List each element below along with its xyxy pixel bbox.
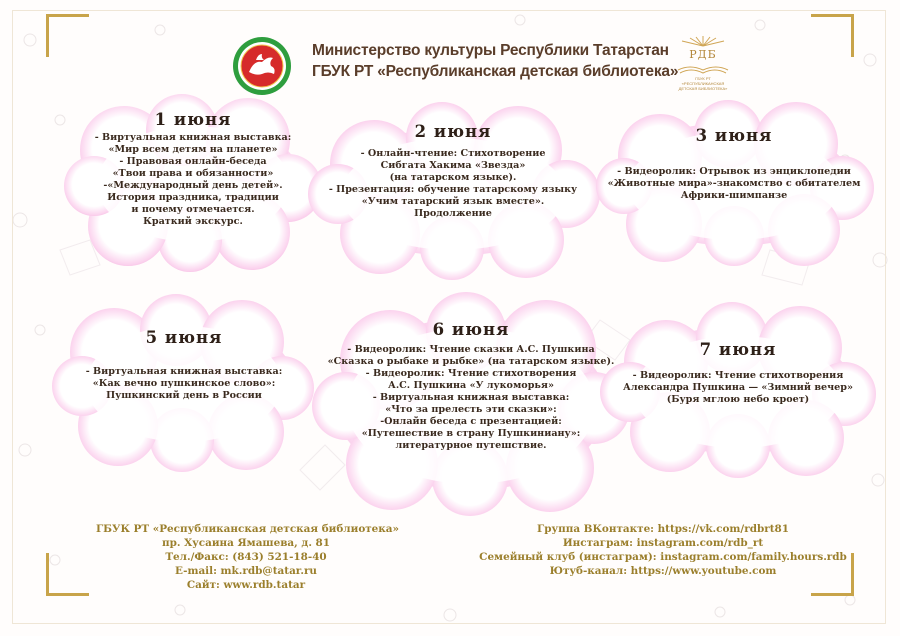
event-line: - Правовая онлайн-беседа [119,156,267,167]
event-line: «Животные мира»-знакомство с обитателем [607,178,861,189]
header [312,40,679,82]
event-line: -«Международный день детей». [103,180,283,191]
footer-email[interactable]: E-mail: mk.rdb@tatar.ru [175,565,317,577]
event-date: 6 июня [432,320,510,339]
library-title: ГБУК РТ «Республиканская детская библиотека» [312,63,679,80]
event-line: А.С. Пушкина «У лукоморья» [388,380,554,391]
footer-contacts [96,522,400,592]
event-date: 5 июня [145,328,223,347]
event-line: «Учим татарский язык вместе». [361,196,545,207]
event-line: «Как вечно пушкинское слово»: [92,378,276,389]
event-date: 7 июня [699,340,777,359]
event-date: 3 июня [695,126,773,145]
event-line: - Видеоролик: Чтение стихотворения [365,368,577,379]
footer-instagram-link[interactable]: Инстаграм: instagram.com/rdb_rt [562,537,764,549]
event-date: 2 июня [414,122,492,141]
event-cloud-june-7 [598,300,878,478]
event-cloud-june-2 [304,102,602,280]
event-line: - Онлайн-чтение: Стихотворение [360,148,546,159]
event-line: Краткий экскурс. [143,216,243,227]
tatarstan-emblem-icon [232,36,292,96]
footer-line: Тел./Факс: (843) 521-18-40 [165,551,327,563]
footer-youtube-link[interactable]: Ютуб-канал: https://www.youtube.com [549,565,777,577]
event-line: - Презентация: обучение татарскому языку [328,184,578,195]
event-date: 1 июня [154,110,232,129]
ministry-title: Министерство культуры Республики Татарстан [312,42,669,59]
footer-line: ГБУК РТ «Республиканская детская библиотека» [96,523,400,535]
corner-ornament [46,14,89,57]
corner-ornament [811,14,854,57]
library-logo [668,36,738,96]
event-line: (на татарском языке). [389,172,517,183]
event-line: Продолжение [414,208,492,219]
event-line: литературное путешствие. [395,440,547,451]
footer-line: пр. Хусаина Ямашева, д. 81 [161,537,331,549]
event-line: «Путешествие в страну Пушкиниану»: [361,428,581,439]
event-line: Пушкинский день в России [106,390,262,401]
event-line: Африки-шимпанзе [680,190,788,201]
event-line: «Сказка о рыбаке и рыбке» (на татарском языке). [327,356,615,367]
event-line: Сибгата Хакима «Звезда» [380,160,526,171]
event-cloud-june-5 [50,292,318,472]
event-line: Александра Пушкина — «Зимний вечер» [623,382,853,393]
event-cloud-june-3 [590,96,878,268]
footer-family-club-link[interactable]: Семейный клуб (инстаграм): instagram.com/family.hours.rdb [479,551,847,563]
event-line: - Видеоролик: Чтение сказки А.С. Пушкина [347,344,595,355]
event-line: -Онлайн беседа с презентацией: [380,416,562,427]
event-line: - Виртуальная книжная выставка: [85,366,283,377]
event-line: - Видеоролик: Отрывок из энциклопедии [617,166,851,177]
event-line: - Видеоролик: Чтение стихотворения [632,370,844,381]
event-line: «Что за прелесть эти сказки»: [385,404,557,415]
event-line: История праздника, традиции [107,192,279,203]
footer-social [478,522,848,578]
event-line: «Твои права и обязанности» [112,168,274,179]
event-line: «Мир всем детям на планете» [108,144,278,155]
event-line: - Виртуальная книжная выставка: [372,392,570,403]
logo-letters: РДБ [689,48,717,61]
event-cloud-june-6 [310,290,632,516]
logo-caption: ГБУК РТ «РЕСПУБЛИКАНСКАЯ ДЕТСКАЯ БИБЛИОТЕКА» [678,76,728,91]
event-cloud-june-1 [62,92,324,272]
corner-ornament [46,553,89,596]
event-line: (Буря мглою небо кроет) [666,394,810,405]
footer-vk-link[interactable]: Группа ВКонтакте: https://vk.com/rdbrt81 [537,523,789,535]
footer-website[interactable]: Сайт: www.rdb.tatar [186,579,306,591]
event-line: и почему отмечается. [131,204,255,215]
event-line: - Виртуальная книжная выставка: [94,132,292,143]
